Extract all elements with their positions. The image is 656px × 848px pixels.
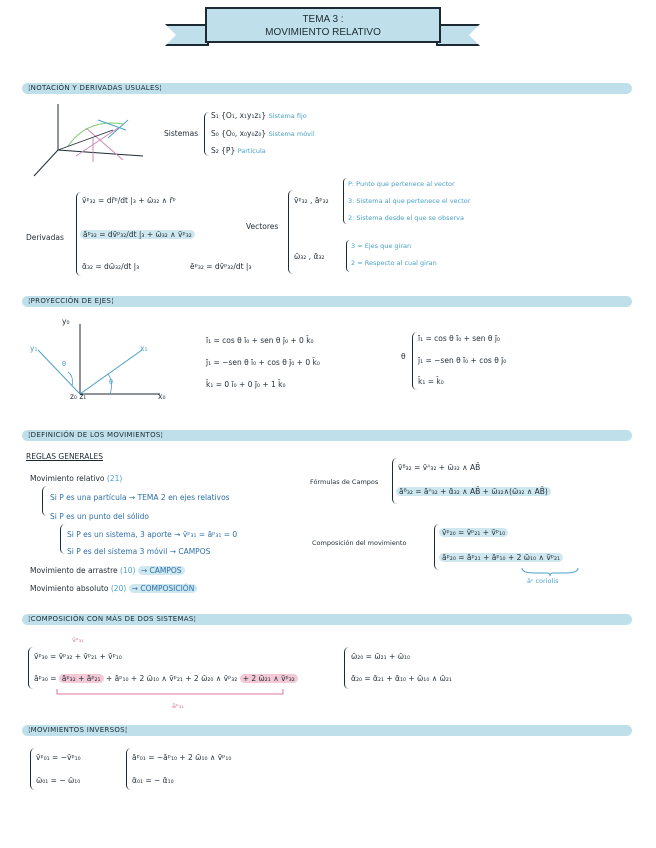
section-composicion: ¦COMPOSICIÓN CON MÁS DE DOS SISTEMAS¦ xyxy=(22,614,632,625)
comp-top-label: v̄ᵖ₃₁ xyxy=(72,636,84,644)
s2-symbol: S₂ {P} xyxy=(211,146,236,155)
composicion-label: Composición del movimiento xyxy=(312,539,407,547)
campos-aceleracion: āᴮ₃₂ = āᴬ₃₂ + ᾱ₃₂ ∧ AB̄ + ω̄₃₂∧(ω̄₃₂ ∧ AB̄) xyxy=(396,487,551,496)
vector-omega-alfa: ω̄₃₂ , ᾱ₃₂ xyxy=(294,252,325,261)
comp-alfa: ᾱ₂₀ = ᾱ₂₁ + ᾱ₁₀ + ω̄₁₀ ∧ ω̄₂₁ xyxy=(351,674,452,683)
s2-desc: Partícula xyxy=(237,147,266,155)
axis-y1: y₁ xyxy=(30,344,38,353)
proj-r-j: j̄₁ = −sen θ ī₀ + cos θ j̄₀ xyxy=(418,356,507,365)
proj-eq-k: k̄₁ = 0 ī₀ + 0 j̄₀ + 1 k̄₀ xyxy=(206,380,286,389)
composicion-aceleracion: āᵖ₂₀ = āᵖ₂₁ + āᵖ₁₀ + 2 ω̄₁₀ ∧ v̄ᵖ₂₁ xyxy=(439,553,563,562)
mov-relativo xyxy=(30,474,122,483)
sistemas-brace xyxy=(204,112,209,156)
vec1-brace xyxy=(343,178,347,224)
section-inversos: ¦MOVIMIENTOS INVERSOS¦ xyxy=(22,725,632,736)
header-ribbon-left xyxy=(165,24,209,46)
vec1-desc-3: 3: Sistema al que pertenece el vector xyxy=(348,197,471,205)
comp-eq-velocidad: v̄ᵖ₃₀ = v̄ᵖ₃₂ + v̄ᵖ₂₁ + v̄ᵖ₁₀ xyxy=(34,652,122,661)
proj-r-i: ī₁ = cos θ ī₀ + sen θ j̄₀ xyxy=(418,334,500,343)
page-title xyxy=(205,7,441,43)
relativo-brace xyxy=(42,486,47,516)
derivadas-label: Derivadas xyxy=(26,233,64,242)
angle-theta-left: θ xyxy=(62,360,66,368)
s0-desc: Sistema móvil xyxy=(268,130,315,138)
vec2-desc-2: 2 = Respecto al cual giran xyxy=(351,259,437,267)
mov-relativo-code: (21) xyxy=(106,474,123,483)
vectores-brace xyxy=(288,190,293,274)
s0-symbol: S₀ {O₀, x₀y₀z₀} xyxy=(211,129,267,138)
s1-desc: Sistema fijo xyxy=(268,112,307,120)
coriolis-label: āᶜ coriolis xyxy=(527,577,559,585)
proj-theta-label: θ xyxy=(401,352,406,361)
absoluto-label: Movimiento absoluto xyxy=(30,584,109,593)
derivada-alfa: ᾱ₃₂ = dω̄₃₂/dt |₃ xyxy=(82,262,140,271)
vector-velocidad-aceleracion: v̄ᵖ₃₂ , āᵖ₃₂ xyxy=(294,196,329,205)
vec2-desc-3: 3 = Ejes que giran xyxy=(351,242,412,250)
mov-arrastre xyxy=(30,566,185,575)
solido-sistema: Si P es un sistema, 3 aporte → v̄ᵖ₃₁ = āᵖ₃₁ = 0 xyxy=(67,530,238,539)
inv-brace-left xyxy=(30,748,35,790)
composicion-velocidad: v̄ᵖ₂₀ = v̄ᵖ₂₁ + v̄ᵖ₁₀ xyxy=(439,528,508,537)
proj-brace xyxy=(412,332,417,390)
axes-3d-diagram xyxy=(28,98,158,183)
reglas-generales: REGLAS GENERALES xyxy=(26,452,104,461)
campos-brace xyxy=(392,458,397,504)
derivada-velocidad: v̄ᵖ₃₂ = dr̄ᵖ/dt |₃ + ω̄₃₂ ∧ r̄ᵖ xyxy=(82,196,176,205)
angle-theta-right: θ xyxy=(109,378,113,386)
header-ribbon-right xyxy=(436,24,480,46)
inv-aceleracion: āᵖ₀₁ = −āᵖ₁₀ + 2 ω̄₁₀ ∧ v̄ᵖ₁₀ xyxy=(132,753,232,762)
vec1-desc-p: P: Punto que pertenece al vector xyxy=(348,180,455,188)
proj-eq-i: ī₁ = cos θ ī₀ + sen θ j̄₀ + 0 k̄₀ xyxy=(206,336,314,345)
derivada-aceleracion: āᵖ₃₂ = dv̄ᵖ₃₂/dt |₃ + ω̄₃₂ ∧ v̄ᵖ₃₂ xyxy=(80,230,195,239)
absoluto-code: (20) xyxy=(110,584,127,593)
comp-eq2-a: āᵖ₃₀ = xyxy=(34,674,59,683)
section-proyeccion: ¦PROYECCIÓN DE EJES¦ xyxy=(22,296,632,307)
axis-y0: y₀ xyxy=(62,317,70,326)
relativo-solido: Si P es un punto del sólido xyxy=(50,512,149,521)
vec2-brace xyxy=(346,240,350,272)
section-notacion: ¦NOTACIÓN Y DERIVADAS USUALES¦ xyxy=(22,83,632,94)
sistema-s2 xyxy=(211,146,266,155)
comp-bottom-brace xyxy=(55,688,285,698)
title-line-2: MOVIMIENTO RELATIVO xyxy=(265,27,381,38)
proj-eq-j: j̄₁ = −sen θ ī₀ + cos θ j̄₀ + 0 k̄₀ xyxy=(206,358,320,367)
title-line-1: TEMA 3 : xyxy=(302,14,344,25)
derivada-e: ēᵖ₃₂ = dv̄ᵖ₃₂/dt |₃ xyxy=(190,262,252,271)
absoluto-result: → COMPOSICIÓN xyxy=(129,584,198,593)
axis-x0: x₀ xyxy=(158,392,166,401)
mov-absoluto xyxy=(30,584,197,593)
arrastre-result: → CAMPOS xyxy=(138,566,185,575)
arrastre-code: (10) xyxy=(120,566,136,575)
comp-eq-aceleracion xyxy=(34,674,298,683)
campos-label: Fórmulas de Campos xyxy=(310,478,379,486)
campos-velocidad: v̄ᴮ₃₂ = v̄ᴬ₃₂ + ω̄₃₂ ∧ AB̄ xyxy=(398,463,481,472)
sistema-s1 xyxy=(211,111,307,120)
comp-eq2-d: + 2 ω̄₂₁ ∧ v̄ᵖ₃₂ xyxy=(240,674,298,683)
comp-omega-brace xyxy=(344,647,349,689)
vec1-desc-2: 2: Sistema desde el que se observa xyxy=(348,214,464,222)
comp-eq2-c: + āᵖ₁₀ + 2 ω̄₁₀ ∧ v̄ᵖ₂₁ + 2 ω̄₂₀ ∧ v̄ᵖ₃₂ xyxy=(103,674,240,683)
projection-axes-diagram xyxy=(30,316,170,406)
axis-x1: x₁ xyxy=(140,344,148,353)
comp-brace xyxy=(28,647,33,689)
section-definicion: ¦DEFINICIÓN DE LOS MOVIMIENTOS¦ xyxy=(22,430,632,441)
sistema-s0 xyxy=(211,129,315,138)
comp-bottom-label: āᵖ₃₁ xyxy=(172,702,184,710)
arrastre-label: Movimiento de arrastre xyxy=(30,566,118,575)
mov-relativo-label: Movimiento relativo xyxy=(30,474,105,483)
comp-omega: ω̄₂₀ = ω̄₂₁ + ω̄₁₀ xyxy=(351,652,410,661)
relativo-particula: Si P es una partícula → TEMA 2 en ejes relativos xyxy=(50,493,230,502)
inv-omega: ω̄₀₁ = − ω̄₁₀ xyxy=(36,776,81,785)
inv-brace-right xyxy=(126,748,131,790)
sistemas-label: Sistemas xyxy=(164,129,199,138)
solido-movil: Si P es del sistema 3 móvil → CAMPOS xyxy=(67,547,211,556)
s1-symbol: S₁ {O₁, x₁y₁z₁} xyxy=(211,111,267,120)
vectores-label: Vectores xyxy=(246,222,279,231)
solido-brace xyxy=(60,524,65,554)
inv-velocidad: v̄ᵖ₀₁ = −v̄ᵖ₁₀ xyxy=(36,753,81,762)
proj-r-k: k̄₁ = k̄₀ xyxy=(418,377,444,386)
inv-alfa: ᾱ₀₁ = − ᾱ₁₀ xyxy=(132,776,174,785)
comp-eq2-b: āᵖ₃₂ + āᵖ₂₁ xyxy=(59,674,104,683)
axis-z: z₀ z₁ xyxy=(70,392,87,401)
coriolis-brace xyxy=(520,566,580,576)
